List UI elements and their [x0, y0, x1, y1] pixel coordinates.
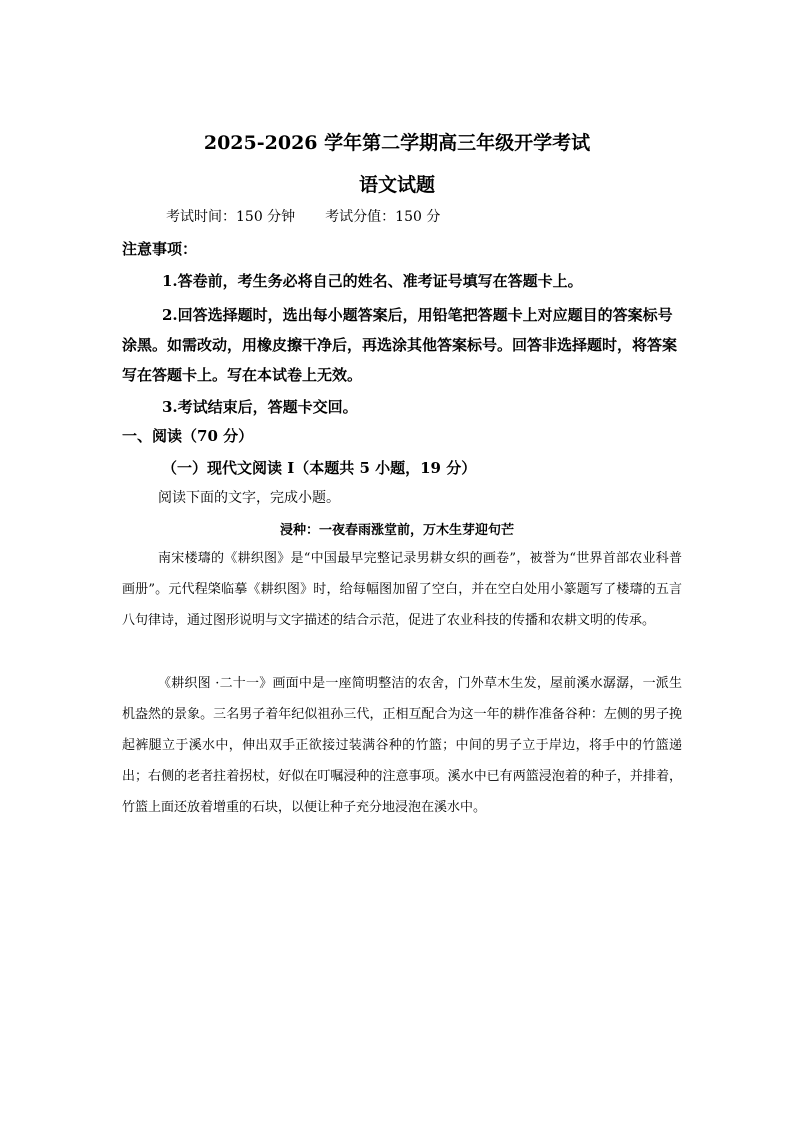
- section-subtitle: （一）现代文阅读 I（本题共 5 小题，19 分）: [162, 459, 477, 477]
- notice-heading: 注意事项：: [122, 240, 198, 258]
- notice-item-2: 2.回答选择题时，选出每小题答案后，用铅笔把答题卡上对应题目的答案标号涂黑。如需改动，用橡皮擦干净后，再选涂其他答案标号。回答非选择题时，将答案写在答题卡上。写在本试卷上无效。: [122, 306, 678, 384]
- section-instruction: 阅读下面的文字，完成小题。: [158, 490, 340, 506]
- article-paragraph-1: 南宋楼璹的《耕织图》是“中国最早完整记录男耕女织的画卷”，被誉为“世界首部农业科普画册”。元代程棨临摹《耕织图》时，给每幅图加留了空白，并在空白处用小篆题写了楼璹的五言八句律诗，通过图形说明与文字描述的结合示范，促进了农业科技的传播和农耕文明的传承。: [122, 551, 682, 628]
- article-title: 浸种：一夜春雨涨堂前，万木生芽迎句芒: [279, 523, 514, 538]
- notice-item-3: 3.考试结束后，答题卡交回。: [162, 398, 358, 416]
- notice-item-1: 1.答卷前，考生务必将自己的姓名、准考证号填写在答题卡上。: [162, 272, 583, 290]
- exam-score: 考试分值：150 分: [325, 209, 441, 225]
- exam-time: 考试时间：150 分钟: [166, 209, 296, 225]
- article-paragraph-2: 《耕织图 ·二十一》画面中是一座简明整洁的农舍，门外草木生发，屋前溪水潺潺，一派生机盎然的景象。三名男子着年纪似祖孙三代，正相互配合为这一年的耕作准备谷种：左侧的男子挽起裤腿立于溪水中，伸出双手正欲接过装满谷种的竹篮；中间的男子立于岸边，将手中的竹篮递出；右侧的老者拄着拐杖，好似在叮嘱浸种的注意事项。溪水中已有两篮浸泡着的种子，并排着，竹篮上面还放着增重的石块，以便让种子充分地浸泡在溪水中。: [122, 676, 682, 815]
- section-title: 一、阅读（70 分）: [122, 427, 254, 445]
- subject-title: 语文试题: [358, 174, 435, 196]
- exam-title: 2025-2026 学年第二学期高三年级开学考试: [203, 132, 591, 154]
- exam-info: [166, 206, 440, 226]
